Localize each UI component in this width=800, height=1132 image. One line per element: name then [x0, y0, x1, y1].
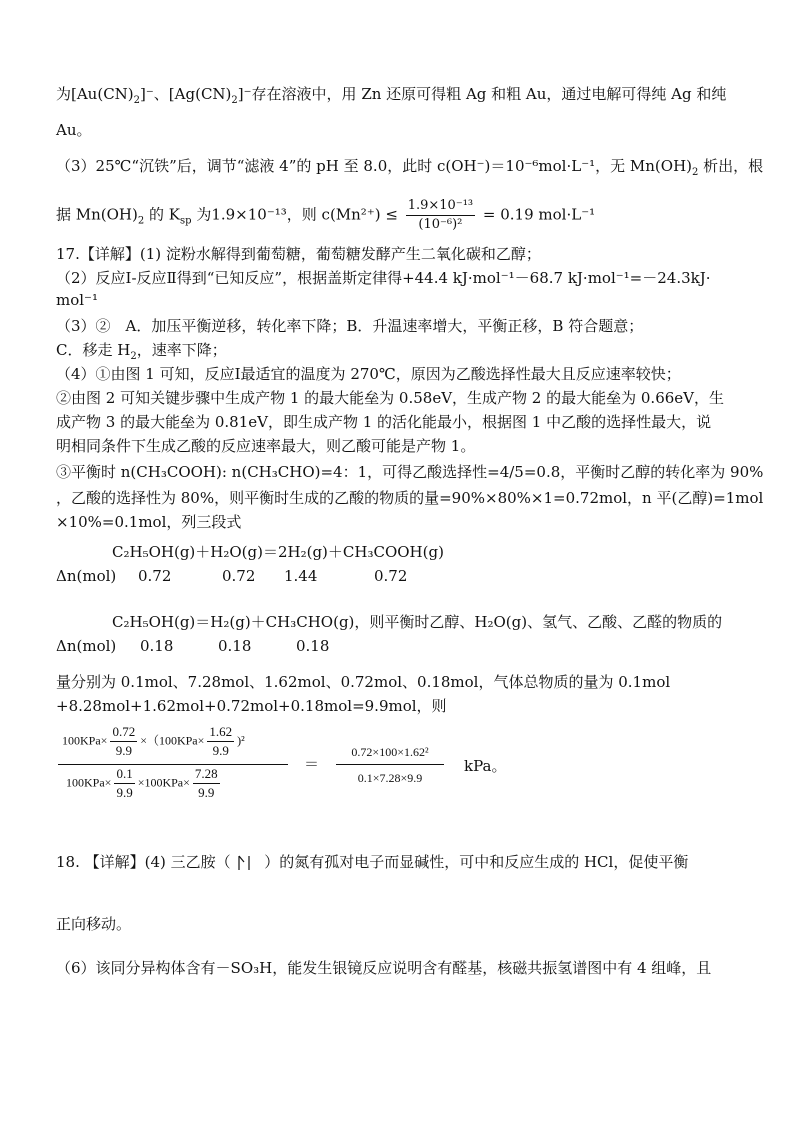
equation-1: C₂H₅OH(g)＋H₂O(g)＝2H₂(g)＋CH₃COOH(g) — [112, 543, 444, 561]
text: ]⁻、[Ag(CN) — [140, 85, 232, 103]
s17-line2: （2）反应Ⅰ-反应Ⅱ得到“已知反应”，根据盖斯定律得+44.4 kJ·mol⁻¹－68.7 kJ·mol⁻¹=－24.3kJ· — [56, 269, 711, 287]
numerator: 0.72 — [110, 724, 137, 742]
text: )² — [237, 733, 245, 748]
eq1-value: 0.72 — [222, 567, 256, 585]
text: 100KPa× — [62, 733, 108, 748]
s16-line4: 据 $Mn(OH)_2$ 的 $K_{sp}$ 为1.9×10⁻¹³，则 c(Mn²⁺) ≤ $\frac{\text{1.9×10⁻¹³}}{\text{(10⁻⁶)²}}$ = 0.19 mol·L⁻¹ — [56, 198, 596, 232]
s17-line12: ×10%=0.1mol，列三段式 — [56, 513, 242, 531]
numerator: 7.28 — [193, 766, 220, 784]
s17-line11: ，乙酸的选择性为 80%，则平衡时生成的乙酸的物质的量=90%×80%×1=0.72mol，n 平(乙醇)=1mol — [56, 489, 764, 507]
text: 析出，根 — [698, 157, 764, 175]
eq1-value: 1.44 — [284, 567, 318, 585]
text: ×100KPa× — [137, 775, 190, 790]
kp-result-denominator: 0.1×7.28×9.9 — [357, 771, 423, 785]
eq1-label: Δn(mol) — [56, 567, 117, 585]
equation-2 — [112, 612, 722, 632]
text: （3）25℃“沉铁”后，调节“滤液 4”的 pH 至 8.0，此时 c(OH⁻)＝10⁻⁶mol·L⁻¹，无 Mn(OH) — [56, 157, 693, 175]
text: 的 K — [144, 205, 180, 224]
s17-line8: 成产物 3 的最大能垒为 0.81eV，即生成产物 1 的活化能最小，根据图 1 中乙酸的选择性最大，说 — [56, 413, 712, 431]
fraction — [114, 766, 134, 801]
text: C．移走 H — [56, 341, 131, 359]
s17-line5: C．移走 $H_2$，速率下降； — [56, 341, 227, 362]
s17-line4: （3）② A．加压平衡逆移，转化率下降；B．升温速率增大，平衡正移，B 符合题意； — [56, 317, 644, 335]
kp-result-fraction-bar — [336, 764, 444, 765]
numerator: 1.62 — [207, 724, 234, 742]
s17-line14: +8.28mol+1.62mol+0.72mol+0.18mol=9.9mol，则 — [56, 697, 447, 715]
text: ）的氮有孤对电子而显碱性，可中和反应生成的 HCl，促使平衡 — [264, 853, 689, 871]
s17-line7: ②由图 2 可知关键步骤中生成产物 1 的最大能垒为 0.58eV，生成产物 2 的最大能垒为 0.66eV，生 — [56, 389, 724, 407]
numerator: 0.1 — [114, 766, 134, 784]
s17-line6: （4）①由图 1 可知，反应Ⅰ最适宜的温度为 270℃，原因为乙酸选择性最大且反应速率较快； — [56, 365, 681, 383]
kp-top — [62, 724, 245, 759]
denominator: 9.9 — [116, 785, 133, 800]
eq2-value: 0.18 — [140, 637, 174, 655]
text: 为1.9×10⁻¹³，则 c(Mn²⁺) ≤ — [191, 205, 398, 224]
text: ，则平衡时乙醇、H₂O(g)、氢气、乙酸、乙醛的物质的 — [354, 613, 723, 631]
kp-unit: kPa。 — [464, 757, 507, 775]
text: 18. 【详解】(4) 三乙胺（ — [56, 853, 231, 871]
s18-line2: 正向移动。 — [56, 915, 132, 933]
denominator: 9.9 — [198, 785, 215, 800]
text: 100KPa× — [66, 775, 112, 790]
s17-line9: 明相同条件下生成乙酸的反应速率最大，则乙酸可能是产物 1。 — [56, 437, 476, 455]
eq2-label: Δn(mol) — [56, 637, 117, 655]
text: ]⁻存在溶液中，用 Zn 还原可得粗 Ag 和粗 Au，通过电解可得纯 Ag 和纯 — [237, 85, 727, 103]
s17-line3: mol⁻¹ — [56, 291, 98, 309]
fraction — [193, 766, 220, 801]
eq1-value: 0.72 — [374, 567, 408, 585]
s16-line3: （3）25℃“沉铁”后，调节“滤液 4”的 pH 至 8.0，此时 c(OH⁻)＝10⁻⁶mol·L⁻¹，无 $Mn(OH)_2$ 析出，根 — [56, 157, 764, 178]
text: C₂H₅OH(g)＝H₂(g)＋CH₃CHO(g) — [112, 613, 355, 631]
kp-equals: ＝ — [304, 755, 320, 773]
eq2-value: 0.18 — [296, 637, 330, 655]
s18-line1 — [56, 852, 688, 872]
kp-main-fraction-bar — [58, 764, 288, 765]
triethylamine-structure-icon — [235, 854, 259, 872]
ksp-fraction — [406, 198, 475, 233]
text: 为[Au(CN) — [56, 85, 134, 103]
numerator: 1.9×10⁻¹³ — [406, 198, 475, 216]
fraction — [110, 724, 137, 759]
kp-result-numerator: 0.72×100×1.62² — [351, 745, 429, 759]
text: = 0.19 mol·L⁻¹ — [482, 205, 596, 224]
s16-line1: 为$[Au(CN)_2]^-$、$[Ag(CN)_2]^-$存在溶液中，用 Zn 还原可得粗 Ag 和粗 Au，通过电解可得纯 Ag 和纯 — [56, 85, 727, 106]
s17-line10: ③平衡时 n(CH₃COOH): n(CH₃CHO)=4：1，可得乙酸选择性=4/5=0.8，平衡时乙醇的转化率为 90% — [56, 463, 764, 481]
denominator: 9.9 — [212, 743, 229, 758]
denominator: (10⁻⁶)² — [418, 217, 463, 232]
s16-line2: Au。 — [56, 121, 92, 139]
s18-line3: （6）该同分异构体含有－SO₃H，能发生银镜反应说明含有醛基，核磁共振氢谱图中有 4 组峰，且 — [56, 959, 712, 977]
fraction — [207, 724, 234, 759]
s17-line13: 量分别为 0.1mol、7.28mol、1.62mol、0.72mol、0.18mol，气体总物质的量为 0.1mol — [56, 673, 671, 691]
denominator: 9.9 — [115, 743, 132, 758]
eq1-value: 0.72 — [138, 567, 172, 585]
kp-bottom — [66, 766, 223, 801]
text: ×（100KPa× — [140, 733, 205, 748]
eq2-value: 0.18 — [218, 637, 252, 655]
text: ，速率下降； — [136, 341, 227, 359]
s17-line1: 17.【详解】(1) 淀粉水解得到葡萄糖，葡萄糖发酵产生二氧化碳和乙醇； — [56, 245, 541, 263]
text: 据 Mn(OH) — [56, 205, 138, 224]
